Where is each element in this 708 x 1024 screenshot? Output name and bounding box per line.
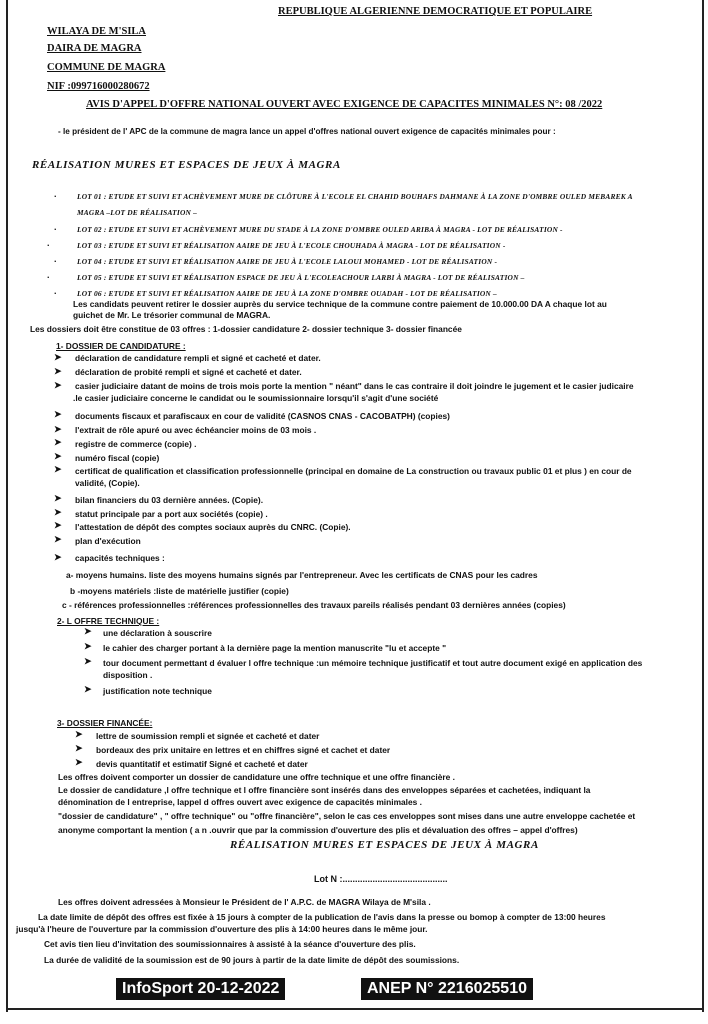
section-1-item-cont: validité, (Copie). [75,478,140,488]
section-1-item: l'extrait de rôle apuré ou avec échéancier moins de 03 mois . [75,425,317,435]
section-2-item: une déclaration à souscrire [103,628,212,638]
section-2-item: tour document permettant d évaluer l offre technique :un mémoire technique justificatif et tout autre document exigé en application des [103,658,643,668]
capacity-b: b -moyens matériels :liste de matérielle justifier (copie) [70,586,289,596]
arrow-bullet: ➤ [84,626,92,636]
envelope-project-title: RÉALISATION MURES ET ESPACES DE JEUX À MAGRA [230,839,539,851]
arrow-bullet: ➤ [84,641,92,651]
bullet: . [54,189,57,199]
section-2-item: le cahier des charger portant à la dernière page la mention manuscrite "lu et accepte " [103,643,447,653]
bullet: . [54,286,57,296]
lot-3: LOT 03 : ETUDE ET SUIVI ET RÉALISATION AAIRE DE JEU À L'ECOLE CHOUHADA À MAGRA - LOT DE RÉALISATION - [77,241,506,250]
section-1-item: documents fiscaux et parafiscaux en cour de validité (CASNOS CNAS - CACOBATPH) (copies) [75,411,450,421]
bullet: . [54,254,57,264]
arrow-bullet: ➤ [54,380,62,390]
retrieval-line-1: Les candidats peuvent retirer le dossier auprès du service technique de la commune contre paiement de 10.000.00 DA A chaque lot au [73,299,607,309]
section-1-item: déclaration de candidature rempli et signé et cacheté et dater. [75,353,321,363]
section-1-item: certificat de qualification et classification professionnelle (principal en domaine de La construction ou travaux public 01 et plus ) en cour de [75,466,632,476]
notice-title: AVIS D'APPEL D'OFFRE NATIONAL OUVERT AVEC EXIGENCE DE CAPACITES MINIMALES N°: 08 /2022 [86,99,603,110]
section-1-item: capacités techniques : [75,553,165,563]
arrow-bullet: ➤ [84,684,92,694]
section-1-item-cont: .le casier judiciaire concerne le candidat ou le soumissionnaire lorsqu'il s'agit d'une société [73,393,439,403]
arrow-bullet: ➤ [75,757,83,767]
arrow-bullet: ➤ [84,656,92,666]
offers-paragraph: Les offres doivent comporter un dossier de candidature une offre technique et une offre financière . [58,772,455,782]
commune-line: COMMUNE DE MAGRA [47,62,166,73]
lot-1-line-1: LOT 01 : ETUDE ET SUIVI ET ACHÈVEMENT MURE DE CLÔTURE À L'ECOLE EL CHAHID BOUHAFS DAHMANE À LA ZONE D'OMBRE OULED MEBAREK A [77,192,633,201]
section-2-item-cont: disposition . [103,670,153,680]
section-1-item: bilan financiers du 03 dernière années. (Copie). [75,495,264,505]
envelope-paragraph: anonyme comportant la mention ( a n .ouvrir que par la commission d'ouverture des plis et dévaluation des offres – appel d'offres) [58,825,578,835]
section-1-item: numéro fiscal (copie) [75,453,160,463]
arrow-bullet: ➤ [54,366,62,376]
section-1-item: casier judiciaire datant de moins de trois mois porte la mention " néant" dans le cas contraire il doit joindre le jugement et le casier judicaire [75,381,634,391]
wilaya-line: WILAYA DE M'SILA [47,26,147,37]
arrow-bullet: ➤ [54,424,62,434]
capacity-c: c - références professionnelles :références professionnelles des travaux pareils réalisés pendant 03 dernières années (copies) [62,600,566,610]
closing-paragraph: La date limite de dépôt des offres est fixée à 15 jours à compter de la publication de l'avis dans la presse ou bomop à compter de 13:00 heures [38,912,606,922]
arrow-bullet: ➤ [54,507,62,517]
lot-2: LOT 02 : ETUDE ET SUIVI ET ACHÈVEMENT MURE DU STADE À LA ZONE D'OMBRE OULED ARIBA À MAGRA - LOT DE RÉALISATION - [77,225,563,234]
frame-border [6,0,8,1012]
bullet: . [54,222,57,232]
arrow-bullet: ➤ [54,451,62,461]
section-3-item: bordeaux des prix unitaire en lettres et en chiffres signé et cachet et dater [96,745,391,755]
arrow-bullet: ➤ [54,409,62,419]
lot-6: LOT 06 : ETUDE ET SUIVI ET RÉALISATION AAIRE DE JEU À LA ZONE D'OMBRE OUADAH - LOT DE RÉALISATION – [77,289,497,298]
arrow-bullet: ➤ [54,534,62,544]
closing-paragraph: Cet avis tien lieu d'invitation des soumissionnaires à assisté à la séance d'ouverture des plis. [44,939,416,949]
section-2-item: justification note technique [103,686,212,696]
lot-number-line: Lot N :.......................................... [314,874,448,884]
arrow-bullet: ➤ [54,552,62,562]
republic-header: REPUBLIQUE ALGERIENNE DEMOCRATIQUE ET POPULAIRE [278,6,593,17]
closing-paragraph: La durée de validité de la soumission est de 90 jours à partir de la date limite de dépôt des soumissions. [44,955,460,965]
capacity-a: a- moyens humains. liste des moyens humains signés par l'entrepreneur. Avec les certificats de CNAS pour les cadres [66,570,538,580]
project-title: RÉALISATION MURES ET ESPACES DE JEUX À MAGRA [32,159,341,171]
section-3-item: devis quantitatif et estimatif Signé et cacheté et dater [96,759,308,769]
section-1-item: plan d'exécution [75,536,141,546]
publication-source: InfoSport 20-12-2022 [116,978,285,1000]
frame-border [6,1008,704,1010]
section-1-item: l'attestation de dépôt des comptes sociaux auprès du CNRC. (Copie). [75,522,351,532]
envelope-paragraph: Le dossier de candidature ,l offre technique et l offre financière sont insérés dans des enveloppes séparées et cachetées, indiquant la [58,785,591,795]
intro-text: - le président de l' APC de la commune de magra lance un appel d'offres national ouvert exigence de capacités minimales pour : [58,127,556,136]
section-1-item: déclaration de probité rempli et signé et cacheté et dater. [75,367,302,377]
lot-4: LOT 04 : ETUDE ET SUIVI ET RÉALISATION AAIRE DE JEU À L'ECOLE LALOUI MOHAMED - LOT DE RÉALISATION - [77,257,498,266]
arrow-bullet: ➤ [75,743,83,753]
anep-number: ANEP N° 2216025510 [361,978,533,1000]
bullet: . [47,270,50,280]
arrow-bullet: ➤ [54,437,62,447]
section-3-item: lettre de soumission rempli et signée et cacheté et dater [96,731,320,741]
arrow-bullet: ➤ [54,493,62,503]
lot-1-line-2: MAGRA –LOT DE RÉALISATION – [77,208,197,217]
envelope-paragraph: "dossier de candidature" , " offre technique" ou "offre financière", selon le cas ces enveloppes sont mises dans une autre enveloppe cachetée et [58,811,636,821]
nif-line: NIF :099716000280672 [47,81,150,92]
frame-border [702,0,704,1012]
closing-paragraph: jusqu'à l'heure de l'ouverture par la commission d'ouverture des plis à 14:00 heures dans le même jour. [16,924,428,934]
section-1-item: registre de commerce (copie) . [75,439,197,449]
arrow-bullet: ➤ [75,729,83,739]
section-3-title: 3- DOSSIER FINANCÉE: [57,718,153,728]
closing-paragraph: Les offres doivent adressées à Monsieur le Président de l' A.P.C. de MAGRA Wilaya de M'sila . [58,897,431,907]
arrow-bullet: ➤ [54,520,62,530]
lot-5: LOT 05 : ETUDE ET SUIVI ET RÉALISATION ESPACE DE JEU À L'ECOLEACHOUR LARBI À MAGRA - LOT DE RÉALISATION – [77,273,525,282]
dossier-composition: Les dossiers doit être constitue de 03 offres : 1-dossier candidature 2- dossier technique 3- dossier financée [30,324,462,334]
daira-line: DAIRA DE MAGRA [47,43,142,54]
section-1-item: statut principale par a port aux sociétés (copie) . [75,509,268,519]
bullet: . [47,238,50,248]
section-2-title: 2- L OFFRE TECHNIQUE : [57,616,160,626]
envelope-paragraph: dénomination de l entreprise, lappel d offres ouvert avec exigence de capacités minimales . [58,797,422,807]
retrieval-line-2: guichet de Mr. Le trésorier communal de MAGRA. [73,310,271,320]
arrow-bullet: ➤ [54,352,62,362]
arrow-bullet: ➤ [54,464,62,474]
section-1-title: 1- DOSSIER DE CANDIDATURE : [56,341,186,351]
